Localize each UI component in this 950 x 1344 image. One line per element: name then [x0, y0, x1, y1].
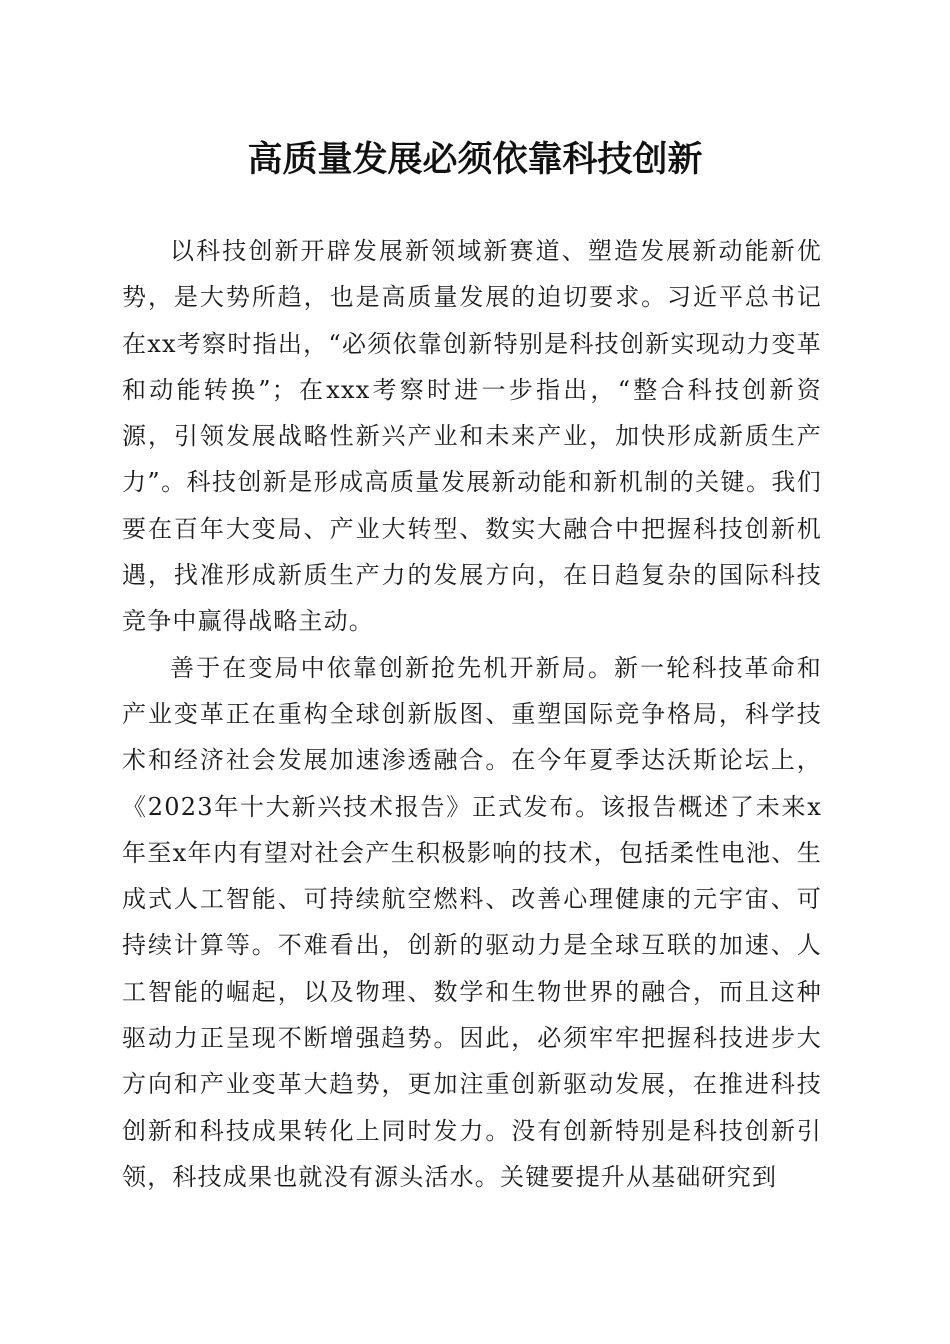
paragraph-2: 善于在变局中依靠创新抢先机开新局。新一轮科技革命和产业变革正在重构全球创新版图、重塑国际竞争格局，科学技术和经济社会发展加速渗透融合。在今年夏季达沃斯论坛上，《2023年十大新兴技术报告》正式发布。该报告概述了未来x年至x年内有望对社会产生积极影响的技术，包括柔性电池、生成式人工智能、可持续航空燃料、改善心理健康的元宇宙、可持续计算等。不难看出，创新的驱动力是全球互联的加速、人工智能的崛起，以及物理、数学和生物世界的融合，而且这种驱动力正呈现不断增强趋势。因此，必须牢牢把握科技进步大方向和产业变革大趋势，更加注重创新驱动发展，在推进科技创新和科技成果转化上同时发力。没有创新特别是科技创新引领，科技成果也就没有源头活水。关键要提升从基础研究到 — [122, 653, 822, 1191]
document-title: 高质量发展必须依靠科技创新 — [247, 139, 703, 180]
document-body — [122, 228, 822, 1200]
paragraph-1: 以科技创新开辟发展新领域新赛道、塑造发展新动能新优势，是大势所趋，也是高质量发展的迫切要求。习近平总书记在xx考察时指出，“必须依靠创新特别是科技创新实现动力变革和动能转换”；在xxx考察时进一步指出，“整合科技创新资源，引领发展战略性新兴产业和未来产业，加快形成新质生产力”。科技创新是形成高质量发展新动能和新机制的关键。我们要在百年大变局、产业大转型、数实大融合中把握科技创新机遇，找准形成新质生产力的发展方向，在日趋复杂的国际科技竞争中赢得战略主动。 — [122, 237, 822, 636]
